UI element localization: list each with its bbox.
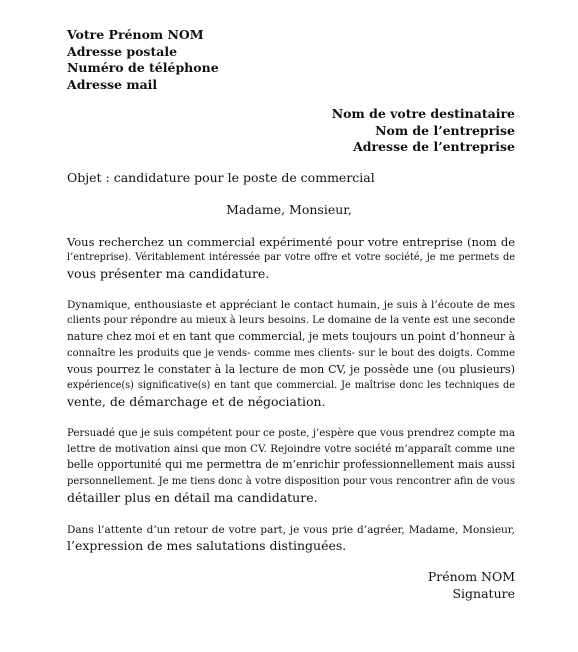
paragraph-line: l’entreprise). Véritablement intéressée par votre offre et votre société, je me permets de (67, 252, 515, 264)
sender-phone: Numéro de téléphone (67, 60, 219, 75)
subject-line: Objet : candidature pour le poste de commercial (67, 170, 375, 185)
paragraph-line: Dynamique, enthousiaste et appréciant le contact humain, je suis à l’écoute de mes (67, 299, 515, 311)
paragraph-line: belle opportunité qui me permettra de m’enrichir professionnellement mais aussi (67, 458, 515, 472)
paragraph-skills (67, 297, 515, 410)
sender-address: Adresse postale (67, 43, 178, 59)
paragraph-line: personnellement. Je me tiens donc à votre disposition pour vous rencontrer afin de vous (67, 475, 515, 487)
recipient-name: Nom de votre destinataire (331, 106, 515, 121)
closing-block (428, 569, 515, 602)
salutation: Madame, Monsieur, (226, 202, 352, 217)
paragraph-line: expérience(s) significative(s) en tant que commercial. Je maîtrise donc les techniques de (67, 380, 515, 392)
paragraph-closing-formula (67, 522, 515, 554)
paragraph-line: lettre de motivation ainsi que mon CV. Rejoindre votre société m’apparaît comme une (67, 443, 515, 456)
paragraph-line: vous pourrez le constater à la lecture de mon CV, je possède une (ou plusieurs) (67, 362, 515, 376)
paragraph-line: vous présenter ma candidature. (67, 266, 270, 282)
paragraph-line: vente, de démarchage et de négociation. (67, 394, 326, 410)
paragraph-line: connaître les produits que je vends- comme mes clients- sur le bout des doigts. Comme (67, 347, 515, 359)
paragraph-line: Dans l’attente d’un retour de votre part, je vous prie d’agréer, Madame, Monsieur, (67, 524, 515, 536)
paragraph-line: Persuadé que je suis compétent pour ce poste, j’espère que vous prendrez compte ma (67, 427, 515, 439)
paragraph-line: clients pour répondre au mieux à leurs besoins. Le domaine de la vente est une seconde (67, 315, 515, 327)
paragraph-introduction (67, 234, 515, 283)
paragraph-line: détailler plus en détail ma candidature. (67, 489, 318, 505)
sender-email: Adresse mail (67, 76, 158, 92)
signature: Signature (452, 585, 515, 601)
paragraph-line: Vous recherchez un commercial expérimenté pour votre entreprise (nom de (67, 235, 515, 249)
paragraph-line: nature chez moi et en tant que commercial, je mets toujours un point d’honneur à (67, 330, 515, 344)
paragraph-motivation (67, 425, 515, 506)
sender-name: Votre Prénom NOM (67, 27, 204, 42)
closing-name: Prénom NOM (427, 569, 515, 584)
recipient-address: Adresse de l’entreprise (353, 139, 515, 154)
recipient-block (332, 106, 515, 156)
recipient-company: Nom de l’entreprise (375, 122, 515, 138)
paragraph-line: l’expression de mes salutations distinguées. (67, 538, 347, 554)
sender-block (67, 27, 219, 93)
